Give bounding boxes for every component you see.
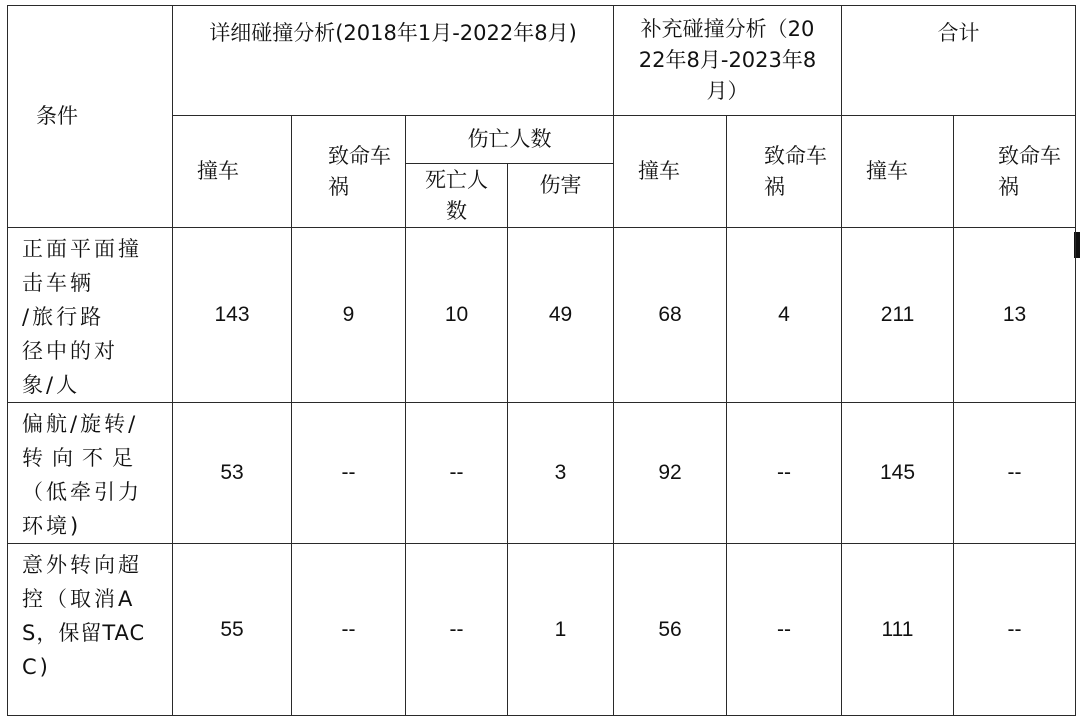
header-supplementary-analysis [614, 6, 842, 116]
header-fatal-line-2: 祸 [328, 174, 349, 199]
header-casualties: 伤亡人数 [406, 116, 614, 164]
condition-line: 径中的对 [22, 339, 118, 363]
cell-total-crash: 145 [842, 403, 954, 544]
cell-total-fatal: -- [954, 544, 1076, 716]
cell-crash: 143 [173, 228, 292, 403]
table-row [8, 403, 1076, 544]
cell-deaths: -- [406, 544, 508, 716]
cell-supp-crash: 68 [614, 228, 727, 403]
condition-line: 转向不足 [22, 446, 142, 470]
cell-deaths: -- [406, 403, 508, 544]
header-deaths-line-1: 死亡人 [425, 167, 488, 192]
condition-line: C) [22, 655, 51, 679]
header-total-fatal-line-2: 祸 [998, 174, 1020, 199]
cell-supp-fatal: -- [727, 403, 842, 544]
cell-fatal: -- [292, 544, 406, 716]
header-supp-fatal-line-1: 致命车 [764, 143, 828, 168]
cell-crash: 55 [173, 544, 292, 716]
condition-line: 击车辆 [22, 271, 94, 295]
header-total-crash: 撞车 [842, 116, 954, 228]
header-supp-fatal-line-2: 祸 [764, 174, 786, 199]
cell-fatal: -- [292, 403, 406, 544]
condition-line: 环境) [22, 514, 82, 538]
header-fatal-crash [292, 116, 406, 228]
condition-line: 象/人 [22, 373, 81, 397]
cell-injuries: 1 [508, 544, 614, 716]
condition-line: 控（取消A [22, 587, 136, 611]
header-total-fatal-line-1: 致命车 [998, 143, 1062, 168]
header-supplementary-line-1: 补充碰撞分析（20 [640, 17, 815, 41]
cell-supp-crash: 92 [614, 403, 727, 544]
cell-supp-fatal: 4 [727, 228, 842, 403]
header-total-fatal-crash [954, 116, 1076, 228]
cell-supp-crash: 56 [614, 544, 727, 716]
header-detailed-analysis: 详细碰撞分析(2018年1月-2022年8月) [173, 6, 614, 116]
condition-line: 意外转向超 [22, 553, 142, 577]
cell-total-crash: 211 [842, 228, 954, 403]
condition-line: （低牵引力 [22, 480, 142, 504]
cell-deaths: 10 [406, 228, 508, 403]
cell-injuries: 3 [508, 403, 614, 544]
condition-line: 正面平面撞 [22, 237, 142, 261]
header-supp-crash: 撞车 [614, 116, 727, 228]
table-row [8, 228, 1076, 403]
condition-line: 偏航/旋转/ [22, 412, 139, 436]
cell-total-crash: 111 [842, 544, 954, 716]
header-crash: 撞车 [173, 116, 292, 228]
header-deaths-line-2: 数 [446, 198, 467, 223]
row-condition [8, 544, 173, 716]
row-condition [8, 228, 173, 403]
header-row-1 [8, 6, 1076, 116]
cell-fatal: 9 [292, 228, 406, 403]
cell-supp-fatal: -- [727, 544, 842, 716]
header-supplementary-line-2: 22年8月-2023年8 [638, 48, 817, 72]
header-deaths [406, 164, 508, 228]
crash-analysis-table [7, 5, 1076, 716]
table-row [8, 544, 1076, 716]
header-supp-fatal-crash [727, 116, 842, 228]
header-fatal-line-1: 致命车 [328, 143, 391, 168]
header-condition: 条件 [8, 6, 173, 228]
header-injuries: 伤害 [508, 164, 614, 228]
cell-crash: 53 [173, 403, 292, 544]
cell-injuries: 49 [508, 228, 614, 403]
header-supplementary-line-3: 月） [706, 79, 749, 103]
cell-total-fatal: -- [954, 403, 1076, 544]
cell-total-fatal: 13 [954, 228, 1076, 403]
condition-line: S，保留TAC [22, 621, 146, 645]
condition-line: /旅行路 [22, 305, 105, 329]
header-total: 合计 [842, 6, 1076, 116]
row-condition [8, 403, 173, 544]
